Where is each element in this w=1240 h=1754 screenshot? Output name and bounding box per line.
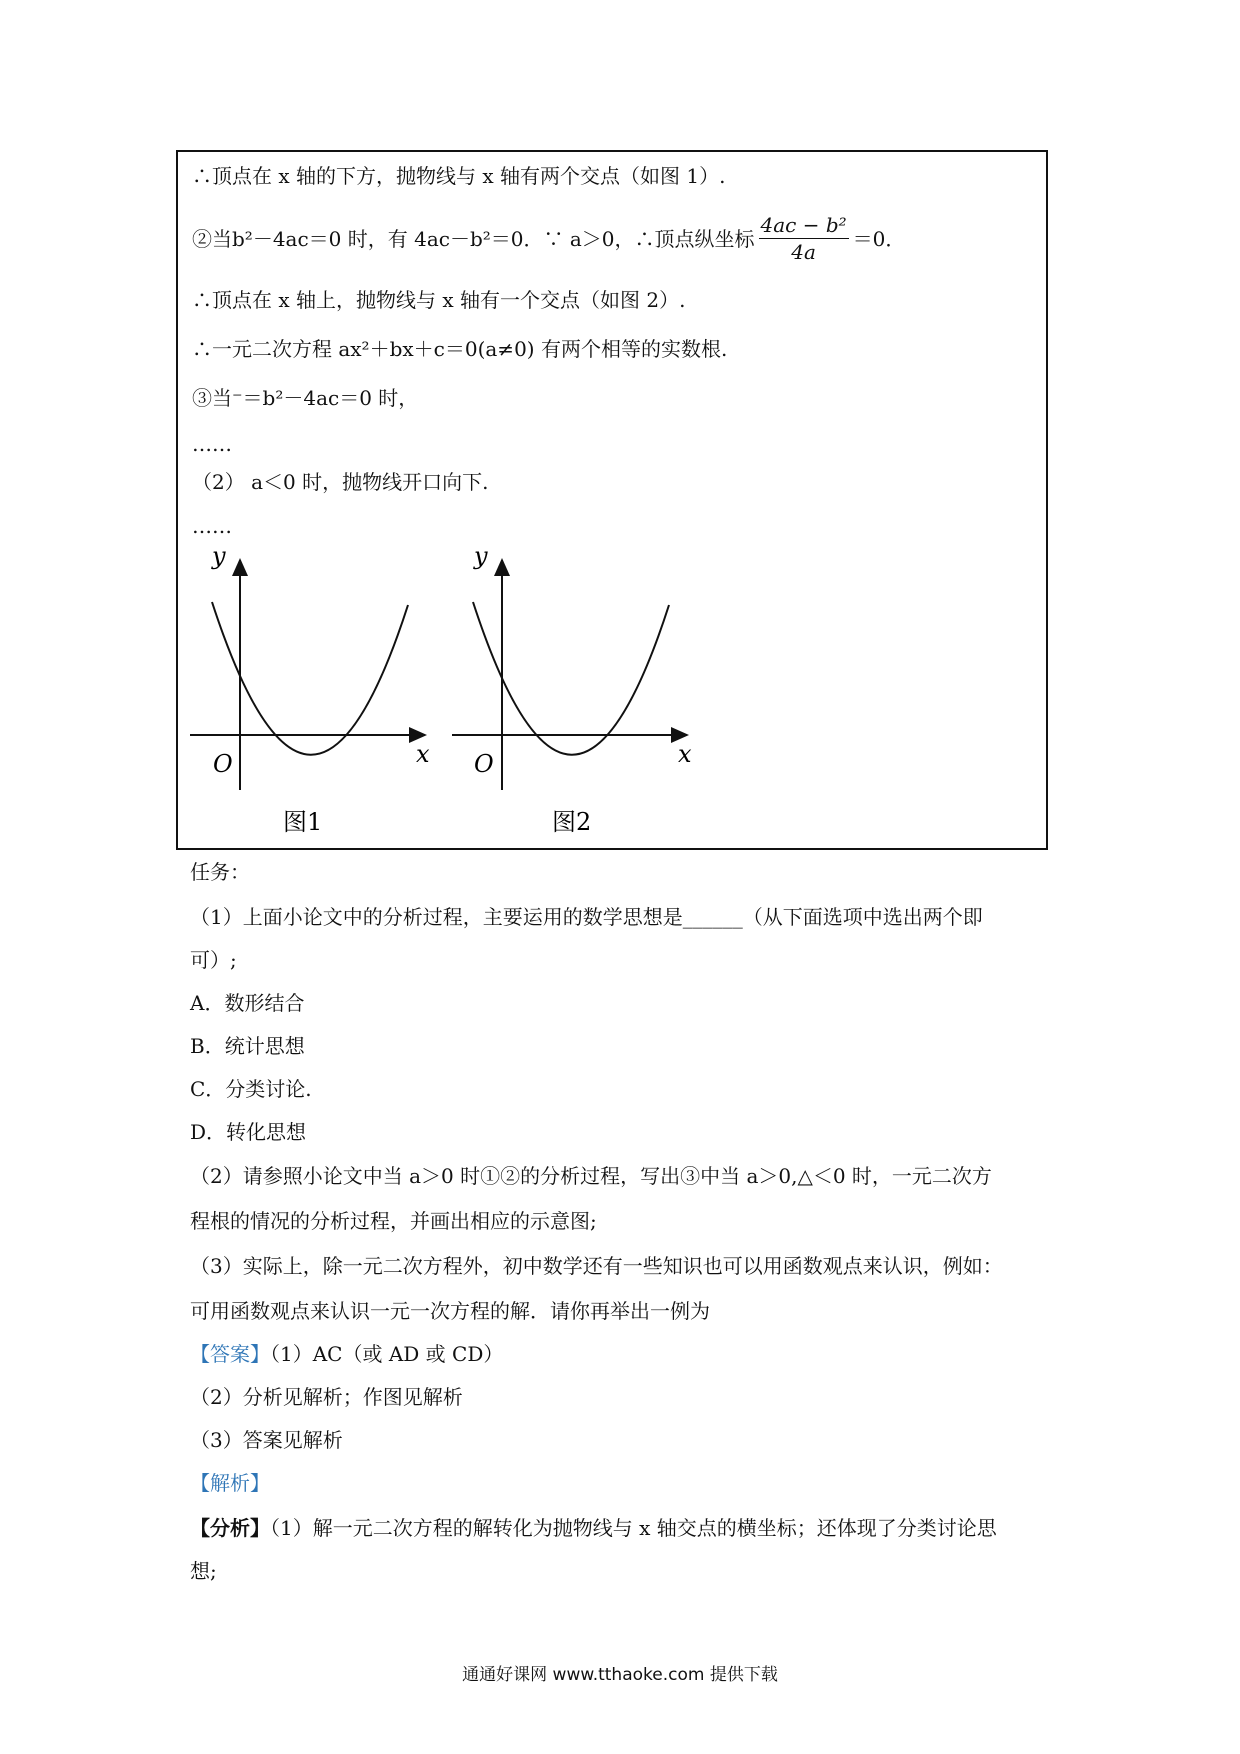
vertex-y-fraction (759, 212, 849, 265)
task-title: 任务： (190, 860, 250, 884)
x-axis-label: x (416, 740, 430, 768)
x-axis-label: x (678, 740, 692, 768)
parabola-1 (212, 602, 408, 755)
analysis-line-2: 想; (190, 1559, 217, 1583)
y-axis-label: y (474, 542, 488, 570)
option-c: C．分类讨论. (190, 1077, 312, 1101)
essay-line-2-end: ＝0． (852, 227, 906, 251)
option-b: B．统计思想 (190, 1034, 305, 1058)
answer-1: （1）AC（或 AD 或 CD） (270, 1342, 504, 1366)
option-d: D．转化思想 (190, 1120, 307, 1144)
essay-line-3: ∴顶点在 x 轴上，抛物线与 x 轴有一个交点（如图 2）. (192, 288, 686, 312)
figure-1-graph (180, 540, 440, 840)
figure-2-caption: 图2 (552, 808, 592, 836)
essay-line-1: ∴顶点在 x 轴的下方，抛物线与 x 轴有两个交点（如图 1）. (192, 164, 726, 188)
answer-line-1 (190, 1340, 503, 1368)
essay-ellipsis-2: …… (192, 514, 232, 538)
essay-line-2 (192, 214, 905, 267)
fraction-numerator: 4ac − b² (760, 213, 847, 237)
question-2-line-2: 程根的情况的分析过程，并画出相应的示意图; (190, 1209, 597, 1233)
question-1-line-1: （1）上面小论文中的分析过程，主要运用的数学思想是______（从下面选项中选出两个即 (190, 905, 983, 929)
essay-ellipsis-1: …… (192, 432, 232, 456)
fenxi-text: （1）解一元二次方程的解转化为抛物线与 x 轴交点的横坐标；还体现了分类讨论思 (270, 1516, 997, 1540)
origin-label: O (213, 750, 233, 778)
fraction-denominator: 4a (791, 240, 816, 264)
figure-2-graph (440, 540, 700, 840)
question-1-line-2: 可）; (190, 948, 237, 972)
origin-label: O (474, 750, 494, 778)
essay-line-2-start: ②当 (192, 227, 232, 251)
y-axis-label: y (212, 542, 226, 570)
figure-1-caption: 图1 (283, 808, 323, 836)
page-footer: 通通好课网 www.tthaoke.com 提供下载 (462, 1665, 778, 1685)
essay-line-5: ③当⁻＝b²－4ac＝0 时， (192, 386, 419, 410)
analysis-label: 【解析】 (190, 1471, 270, 1495)
question-2-line-1: （2）请参照小论文中当 a＞0 时①②的分析过程，写出③中当 a＞0,△＜0 时，一元二次方 (190, 1164, 992, 1188)
answer-label: 【答案】 (190, 1342, 270, 1366)
question-3-line-1: （3）实际上，除一元二次方程外，初中数学还有一些知识也可以用函数观点来认识，例如： (190, 1254, 1003, 1278)
question-3-line-2: 可用函数观点来认识一元一次方程的解．请你再举出一例为 (190, 1299, 710, 1323)
essay-line-4: ∴一元二次方程 ax²＋bx＋c＝0(a≠0) 有两个相等的实数根. (192, 337, 728, 361)
essay-line-7: （2） a＜0 时，抛物线开口向下. (192, 470, 489, 494)
answer-3: （3）答案见解析 (190, 1428, 343, 1452)
option-a: A．数形结合 (190, 991, 305, 1015)
answer-2: （2）分析见解析；作图见解析 (190, 1385, 463, 1409)
fenxi-label: 【分析】 (190, 1516, 270, 1540)
analysis-line-1 (190, 1514, 997, 1542)
essay-line-2-middle: b²－4ac＝0 时，有 4ac－b²＝0．∵ a＞0，∴顶点纵坐标 (232, 227, 755, 251)
